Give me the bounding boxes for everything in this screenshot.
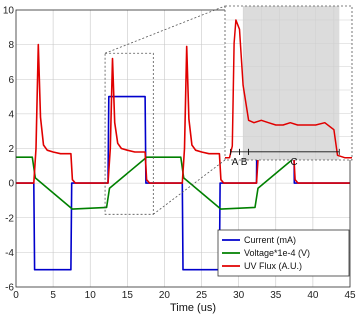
x-axis-label: Time (us): [169, 302, 217, 314]
y-tick-label: 6: [8, 74, 14, 86]
region-label: B: [240, 156, 248, 168]
x-tick-label: 5: [50, 290, 56, 301]
region-label: C: [290, 156, 298, 168]
y-tick-label: 4: [8, 109, 14, 121]
region-label: A: [231, 156, 239, 168]
x-tick-label: 30: [233, 290, 245, 301]
x-tick-label: 15: [121, 290, 133, 301]
y-tick-label: -4: [5, 247, 14, 259]
x-tick-label: 0: [13, 290, 19, 301]
y-tick-label: -6: [5, 282, 14, 294]
legend-entry-label: Voltage*1e-4 (V): [244, 248, 311, 258]
x-tick-label: 40: [307, 290, 319, 301]
x-tick-label: 10: [84, 290, 96, 301]
legend-entry-label: UV Flux (A.U.): [244, 261, 303, 271]
x-tick-label: 35: [270, 290, 282, 301]
y-tick-label: 0: [8, 178, 14, 190]
y-tick-label: 10: [2, 5, 14, 17]
y-tick-label: 8: [8, 40, 14, 52]
x-tick-label: 25: [195, 290, 208, 301]
x-tick-label: 20: [158, 290, 171, 301]
legend-entry-label: Current (mA): [244, 235, 297, 245]
y-tick-label: -2: [5, 213, 14, 225]
y-tick-label: 2: [8, 144, 14, 155]
x-tick-label: 45: [344, 290, 356, 301]
